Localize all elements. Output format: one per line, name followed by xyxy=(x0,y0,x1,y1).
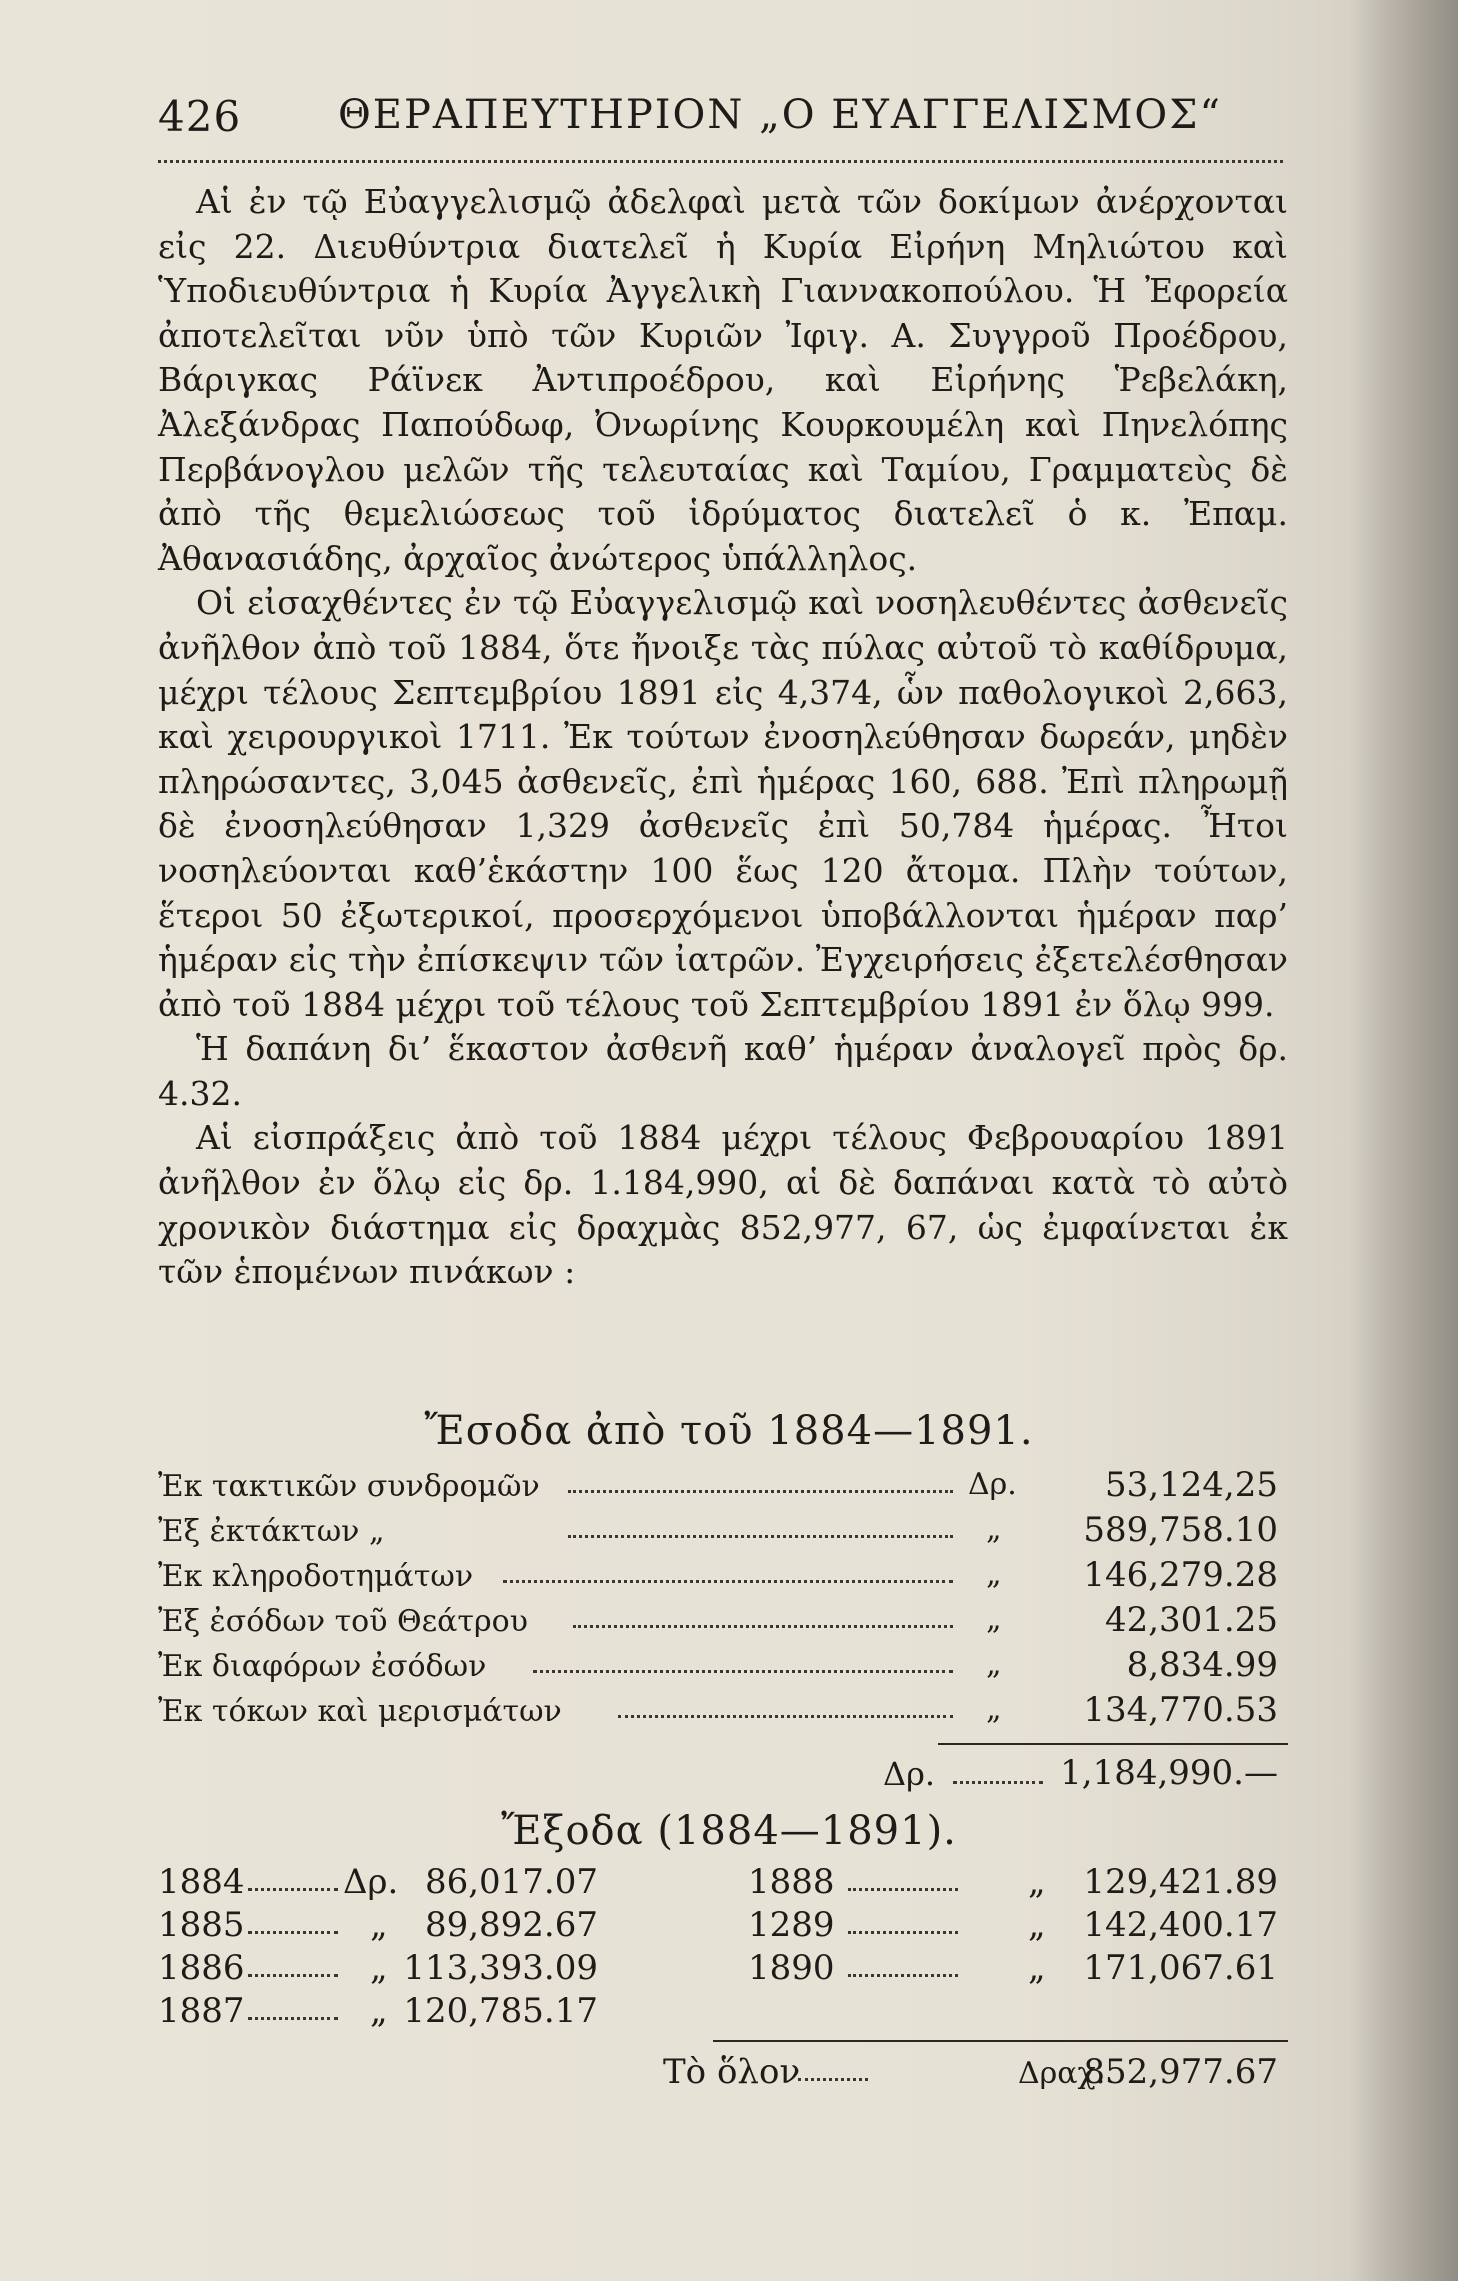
expenses-total-amount: 852,977.67 xyxy=(1083,2052,1278,2092)
table-row xyxy=(158,1600,1288,1645)
expense-amount: 171,067.61 xyxy=(1083,1948,1278,1988)
expense-year: 1885 xyxy=(158,1905,245,1945)
income-label: Ἐκ τακτικῶν συνδρομῶν xyxy=(158,1469,540,1504)
running-title: ΘΕΡΑΠΕΥΤΗΡΙΟΝ „Ο ΕΥΑΓΓΕΛΙΣΜΟΣ“ xyxy=(338,92,1222,138)
expense-currency: „ xyxy=(1028,1905,1046,1945)
leader-dots xyxy=(618,1715,953,1718)
income-total-amount: 1,184,990.— xyxy=(1060,1753,1278,1793)
leader-dots xyxy=(533,1670,953,1673)
paragraph-receipts: Αἱ εἰσπράξεις ἀπὸ τοῦ 1884 μέχρι τέλους Φεβρουαρίου 1891 ἀνῆλθον ἐν ὅλῳ εἰς δρ. 1.184,990, αἱ δὲ δαπάναι κατὰ τὸ αὐτὸ χρονικὸν διάστημα εἰς δραχμὰς 852,977, 67, ὡς ἐμφαίνεται ἐκ τῶν ἑπομένων πινάκων : xyxy=(158,1118,1288,1292)
leader-dots xyxy=(953,1781,1043,1784)
income-amount: 146,279.28 xyxy=(1083,1555,1278,1595)
leader-dots xyxy=(848,1888,958,1891)
expense-year: 1886 xyxy=(158,1948,245,1988)
leader-dots xyxy=(248,1888,338,1891)
expense-currency: „ xyxy=(370,1905,388,1945)
income-currency: Δρ. xyxy=(968,1467,1017,1502)
income-label: Ἐκ τόκων καὶ μερισμάτων xyxy=(158,1694,562,1729)
expense-amount: 86,017.07 xyxy=(424,1862,598,1902)
page-number: 426 xyxy=(158,92,242,141)
expenses-title: Ἔξοδα (1884—1891). xyxy=(501,1808,957,1854)
table-row xyxy=(158,1991,1288,2034)
leader-dots xyxy=(248,2017,338,2020)
table-row xyxy=(158,1465,1288,1510)
income-label: Ἐξ ἐκτάκτων „ xyxy=(158,1514,385,1549)
income-amount: 134,770.53 xyxy=(1083,1690,1278,1730)
expenses-total-label: Τὸ ὅλον xyxy=(663,2052,801,2092)
table-row xyxy=(158,1510,1288,1555)
page-edge-shadow xyxy=(1348,0,1458,2281)
leader-dots xyxy=(848,1974,958,1977)
expense-amount: 89,892.67 xyxy=(424,1905,598,1945)
expense-year: 1289 xyxy=(748,1905,835,1945)
income-label: Ἐξ ἐσόδων τοῦ Θεάτρου xyxy=(158,1604,528,1639)
table-row xyxy=(158,1948,1288,1991)
expense-amount: 113,393.09 xyxy=(403,1948,598,1988)
leader-dots xyxy=(568,1490,953,1493)
leader-dots xyxy=(848,1931,958,1934)
leader-dots xyxy=(248,1974,338,1977)
expense-currency: „ xyxy=(1028,1862,1046,1902)
income-label: Ἐκ κληροδοτημάτων xyxy=(158,1559,474,1594)
sum-rule xyxy=(938,1743,1288,1745)
expense-currency: „ xyxy=(370,1948,388,1988)
table-row xyxy=(158,1905,1288,1948)
income-title: Ἔσοδα ἀπὸ τοῦ 1884—1891. xyxy=(424,1408,1034,1454)
expense-amount: 142,400.17 xyxy=(1083,1905,1278,1945)
income-total-label: Δρ. xyxy=(883,1755,936,1793)
income-amount: 42,301.25 xyxy=(1104,1600,1278,1640)
expense-year: 1890 xyxy=(748,1948,835,1988)
expenses-total-currency: Δραχ. xyxy=(1018,2056,1106,2091)
income-label: Ἐκ διαφόρων ἐσόδων xyxy=(158,1649,487,1684)
income-currency: „ xyxy=(986,1557,1002,1592)
expenses-table xyxy=(158,1862,1288,2092)
table-row xyxy=(158,1690,1288,1735)
expense-year: 1887 xyxy=(158,1991,245,2031)
income-amount: 589,758.10 xyxy=(1083,1510,1278,1550)
expense-currency: „ xyxy=(1028,1948,1046,1988)
leader-dots xyxy=(248,1931,338,1934)
expenses-total-row xyxy=(158,2052,1288,2102)
table-row xyxy=(158,1555,1288,1600)
expense-currency: Δρ. xyxy=(343,1862,399,1902)
income-table xyxy=(158,1465,1288,1793)
expense-amount: 120,785.17 xyxy=(403,1991,598,2031)
paragraph-sisters: Αἱ ἐν τῷ Εὐαγγελισμῷ ἀδελφαὶ μετὰ τῶν δοκίμων ἀνέρχονται εἰς 22. Διευθύντρια διατελεῖ ἡ Κυρία Εἰρήνη Μηλιώτου καὶ Ὑποδιευθύντρια ἡ Κυρία Ἀγγελικὴ Γιαννακοπούλου. Ἡ Ἐφορεία ἀποτελεῖται νῦν ὑπὸ τῶν Κυριῶν Ἰφιγ. Α. Συγγροῦ Προέδρου, Βάριγκας Ράϊνεκ Ἀντιπροέδρου, καὶ Εἰρήνης Ῥεβελάκη, Ἀλεξάνδρας Παπούδωφ, Ὀνωρίνης Κουρκουμέλη καὶ Πηνελόπης Περβάνογλου μελῶν τῆς τελευταίας καὶ Ταμίου, Γραμματεὺς δὲ ἀπὸ τῆς θεμελιώσεως τοῦ ἱδρύματος διατελεῖ ὁ κ. Ἐπαμ. Ἀθανασιάδης, ἀρχαῖος ἀνώτερος ὑπάλληλος. xyxy=(158,182,1288,578)
running-head xyxy=(158,92,1278,152)
income-currency: „ xyxy=(986,1647,1002,1682)
income-currency: „ xyxy=(986,1602,1002,1637)
leader-dots xyxy=(503,1580,953,1583)
header-rule xyxy=(158,160,1283,163)
expense-year: 1884 xyxy=(158,1862,245,1902)
paragraph-cost: Ἡ δαπάνη δι’ ἕκαστον ἀσθενῆ καθ’ ἡμέραν ἀναλογεῖ πρὸς δρ. 4.32. xyxy=(158,1029,1288,1113)
leader-dots xyxy=(568,1535,953,1538)
leader-dots xyxy=(573,1625,953,1628)
income-currency: „ xyxy=(986,1692,1002,1727)
income-total-row xyxy=(158,1753,1288,1801)
leader-dots xyxy=(798,2078,868,2081)
table-row xyxy=(158,1862,1288,1905)
paragraph-patients: Οἱ εἰσαχθέντες ἐν τῷ Εὐαγγελισμῷ καὶ νοσηλευθέντες ἀσθενεῖς ἀνῆλθον ἀπὸ τοῦ 1884, ὅτε ἤνοιξε τὰς πύλας αὐτοῦ τὸ καθίδρυμα, μέχρι τέλους Σεπτεμβρίου 1891 εἰς 4,374, ὧν παθολογικοὶ 2,663, καὶ χειρουργικοὶ 1711. Ἐκ τούτων ἐνοσηλεύθησαν δωρεάν, μηδὲν πληρώσαντες, 3,045 ἀσθενεῖς, ἐπὶ ἡμέρας 160, 688. Ἐπὶ πληρωμῇ δὲ ἐνοσηλεύθησαν 1,329 ἀσθενεῖς ἐπὶ 50,784 ἡμέρας. Ἦτοι νοσηλεύονται καθ’ἑκάστην 100 ἕως 120 ἄτομα. Πλὴν τούτων, ἕτεροι 50 ἐξωτερικοί, προσερχόμενοι ὑποβάλλονται ἡμέραν παρ’ ἡμέραν εἰς τὴν ἐπίσκεψιν τῶν ἰατρῶν. Ἐγχειρήσεις ἐξετελέσθησαν ἀπὸ τοῦ 1884 μέχρι τοῦ τέλους τοῦ Σεπτεμβρίου 1891 ἐν ὅλῳ 999. xyxy=(158,583,1288,1024)
expense-currency: „ xyxy=(370,1991,388,2031)
income-amount: 8,834.99 xyxy=(1126,1645,1278,1685)
expense-year: 1888 xyxy=(748,1862,835,1902)
income-currency: „ xyxy=(986,1512,1002,1547)
sum-rule xyxy=(713,2040,1288,2042)
table-row xyxy=(158,1645,1288,1690)
income-amount: 53,124,25 xyxy=(1104,1465,1278,1505)
expense-amount: 129,421.89 xyxy=(1083,1862,1278,1902)
body-text xyxy=(158,180,1288,1295)
